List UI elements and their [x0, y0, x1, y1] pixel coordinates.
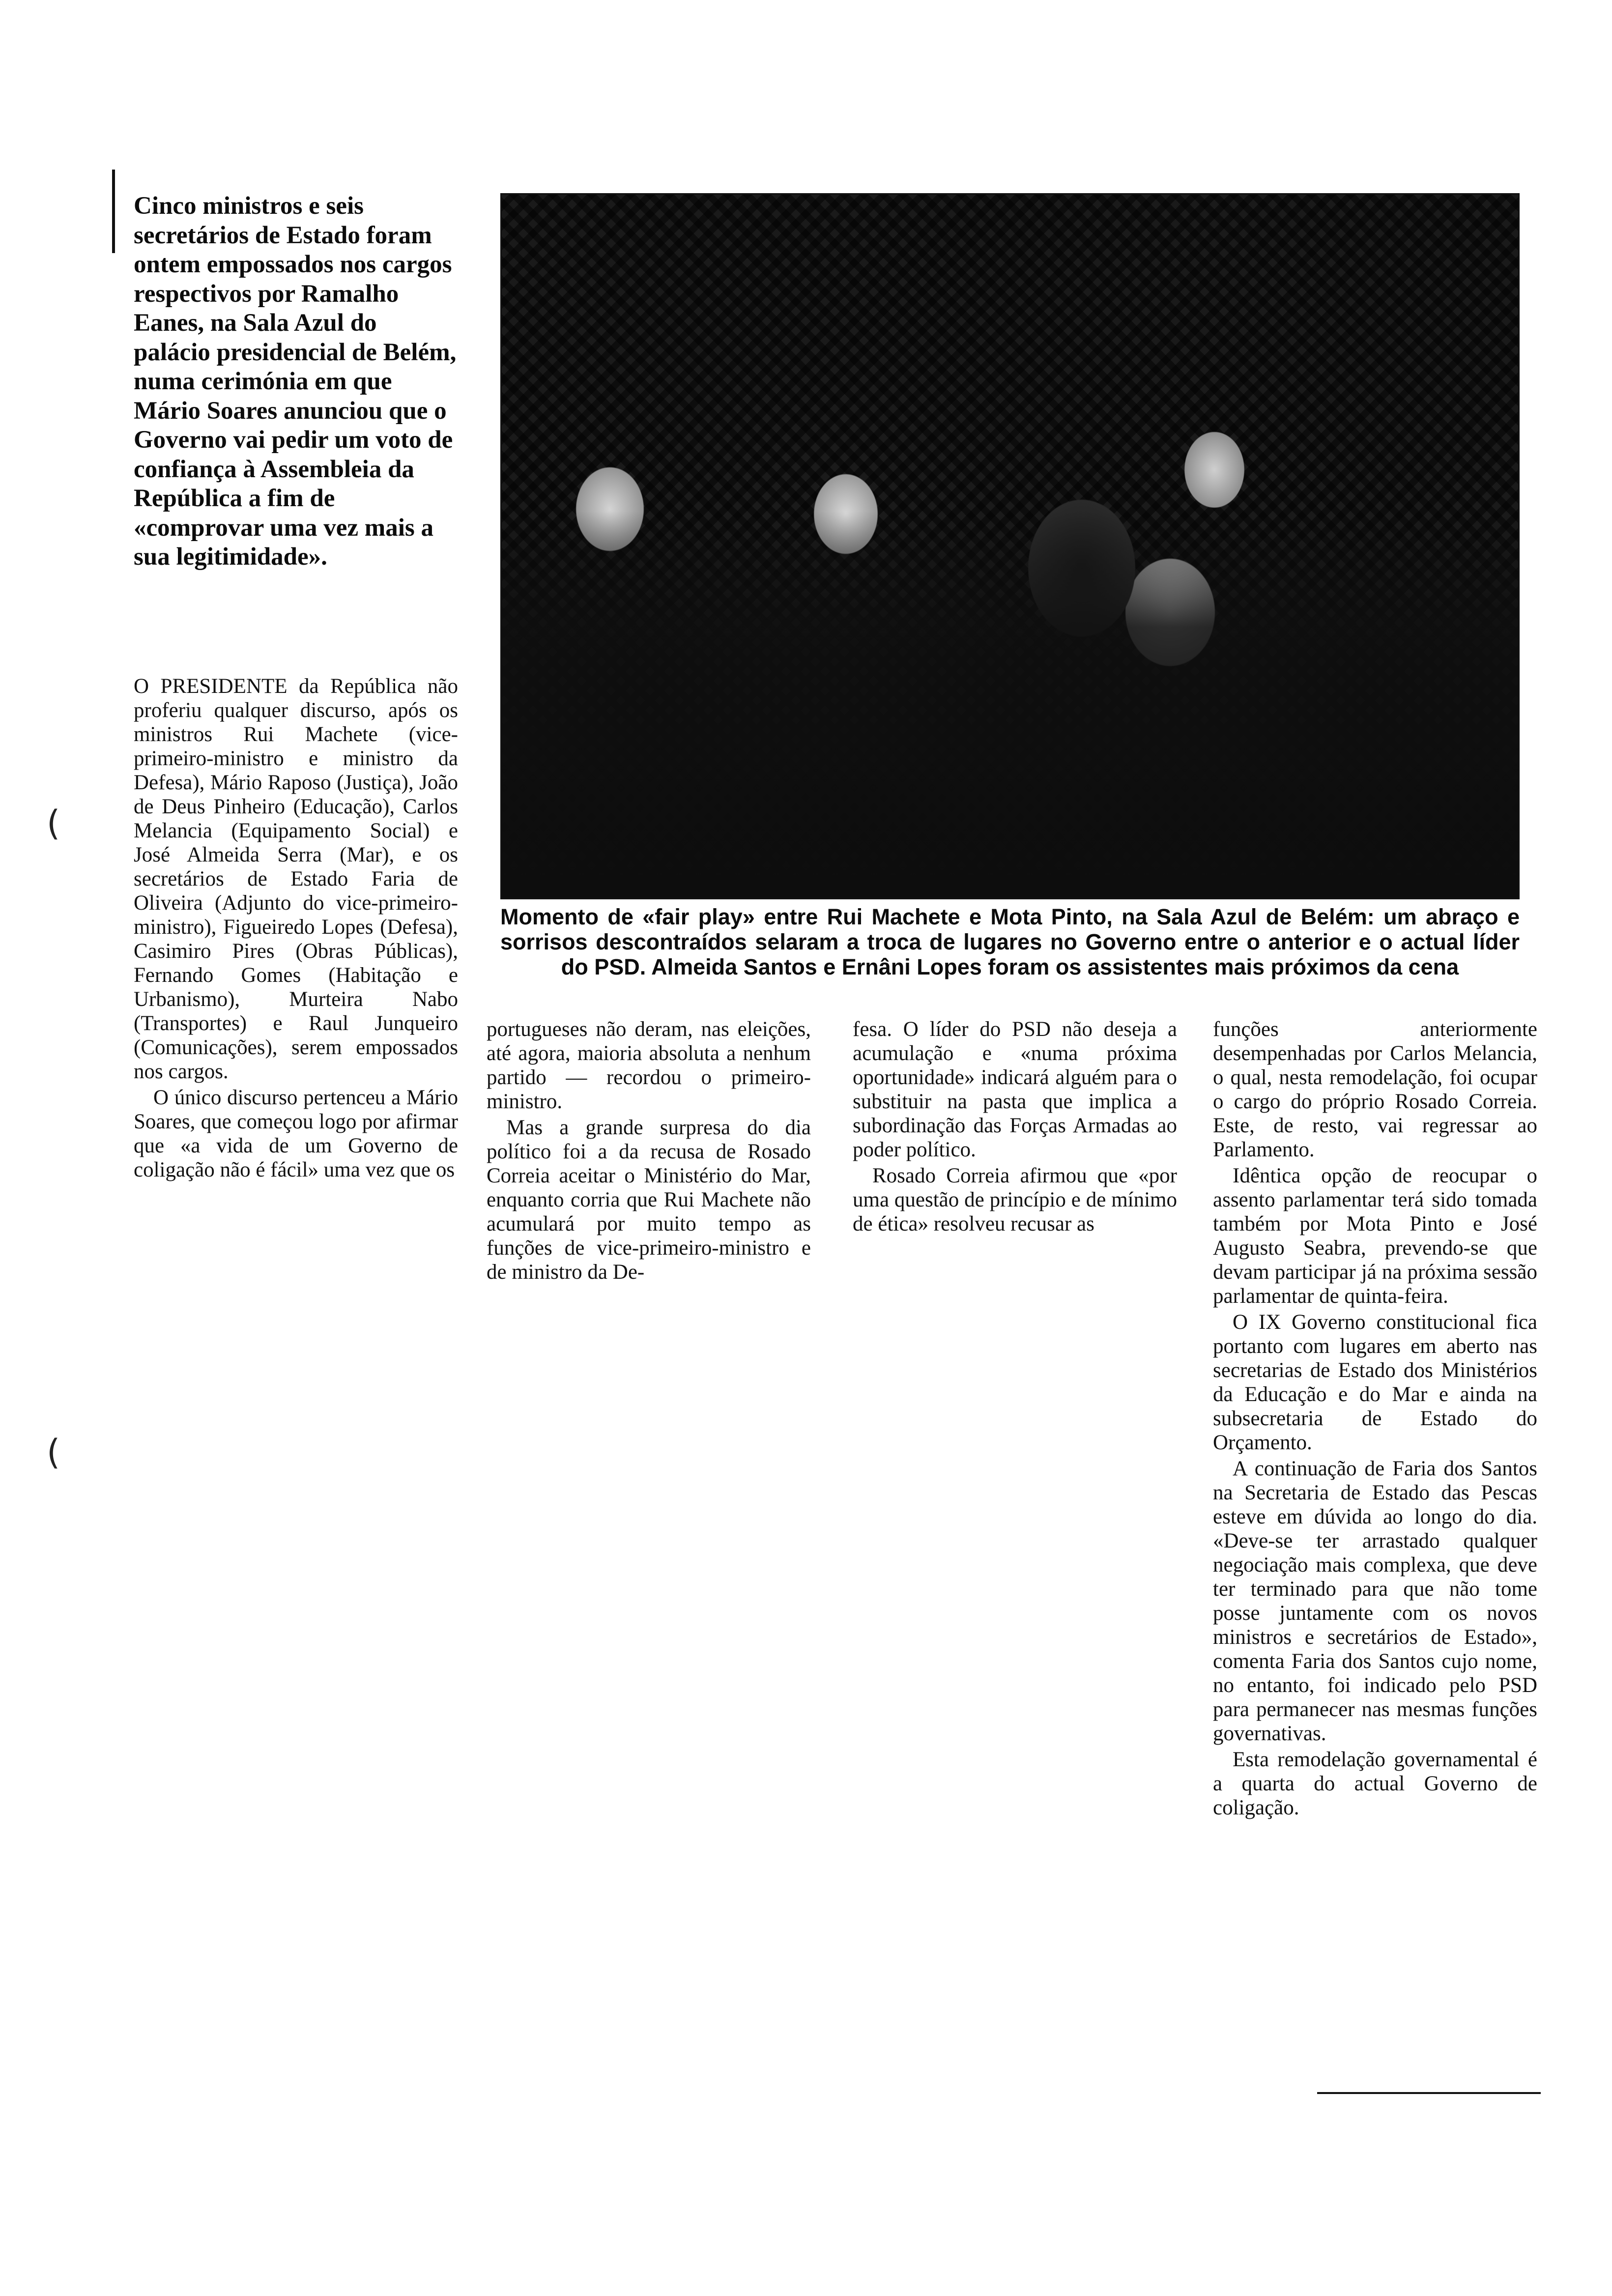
- article-column-1: [134, 674, 458, 1182]
- paragraph: O IX Governo constitucional fica portanto com lugares em aberto nas secretarias de Estado dos Ministérios da Educação e do Mar e ainda na subsecretaria de Estado do Orçamento.: [1213, 1311, 1537, 1454]
- margin-mark-icon: (: [47, 1432, 60, 1472]
- paragraph: fesa. O líder do PSD não deseja a acumulação e «numa próxima oportunidade» indicará alguém para o substituir na pasta que implica a subordinação das Forças Armadas ao poder político.: [853, 1018, 1177, 1161]
- margin-mark-icon: (: [47, 803, 60, 843]
- news-photo: [500, 193, 1520, 899]
- paragraph: portugueses não deram, nas eleições, até agora, maioria absoluta a nenhum partido — recordou o primeiro-ministro.: [487, 1018, 811, 1113]
- article-lead: Cinco ministros e seis secretários de Estado foram ontem empossados nos cargos respectivos por Ramalho Eanes, na Sala Azul do palácio presidencial de Belém, numa cerimónia em que Mário Soares anunciou que o Governo vai pedir um voto de confiança à Assembleia da República a fim de «comprovar uma vez mais a sua legitimidade».: [134, 192, 457, 571]
- article-column-3: [853, 1017, 1177, 1236]
- article-end-rule: [1317, 2092, 1541, 2094]
- article-column-2: [487, 1017, 811, 1284]
- paragraph: Idêntica opção de reocupar o assento parlamentar terá sido tomada também por Mota Pinto e José Augusto Seabra, prevendo-se que devam participar já na próxima sessão parlamentar de quinta-feira.: [1213, 1164, 1537, 1308]
- photo-caption: Momento de «fair play» entre Rui Machete e Mota Pinto, na Sala Azul de Belém: um abraço e sorrisos descontraídos selaram a troca de lugares no Governo entre o anterior e o actual líder do PSD. Almeida Santos e Ernâni Lopes foram os assistentes mais próximos da cena: [500, 904, 1520, 979]
- photo-shading: [502, 511, 1518, 898]
- paragraph: Mas a grande surpresa do dia político foi a da recusa de Rosado Correia aceitar o Ministério do Mar, enquanto corria que Rui Machete não acumulará por muito tempo as funções de vice-primeiro-ministro e de ministro da De-: [487, 1116, 811, 1284]
- paragraph: Rosado Correia afirmou que «por uma questão de princípio e de mínimo de ética» resolveu recusar as: [853, 1164, 1177, 1235]
- paragraph: O único discurso pertenceu a Mário Soares, que começou logo por afirmar que «a vida de um Governo de coligação não é fácil» uma vez que os: [134, 1086, 458, 1181]
- paragraph: funções anteriormente desempenhadas por Carlos Melancia, o qual, nesta remodelação, foi ocupar o cargo do próprio Rosado Correia. Este, de resto, vai regressar ao Parlamento.: [1213, 1018, 1537, 1161]
- article-column-4: [1213, 1017, 1537, 1820]
- lead-side-rule: [112, 170, 115, 253]
- paragraph: O PRESIDENTE da República não proferiu qualquer discurso, após os ministros Rui Machete (vice-primeiro-ministro e ministro da Defesa), Mário Raposo (Justiça), João de Deus Pinheiro (Educação), Carlos Melancia (Equipamento Social) e José Almeida Serra (Mar), e os secretários de Estado Faria de Oliveira (Adjunto do vice-primeiro-ministro), Figueiredo Lopes (Defesa), Casimiro Pires (Obras Públicas), Fernando Gomes (Habitação e Urbanismo), Murteira Nabo (Transportes) e Raul Junqueiro (Comunicações), serem empossados nos cargos.: [134, 675, 458, 1083]
- paragraph: Esta remodelação governamental é a quarta do actual Governo de coligação.: [1213, 1748, 1537, 1819]
- paragraph: A continuação de Faria dos Santos na Secretaria de Estado das Pescas esteve em dúvida ao longo do dia. «Deve-se ter arrastado qualquer negociação mais complexa, que deve ter terminado para que não tome posse juntamente com os novos ministros e secretários de Estado», comenta Faria dos Santos cujo nome, no entanto, foi indicado pelo PSD para permanecer nas mesmas funções governativas.: [1213, 1457, 1537, 1745]
